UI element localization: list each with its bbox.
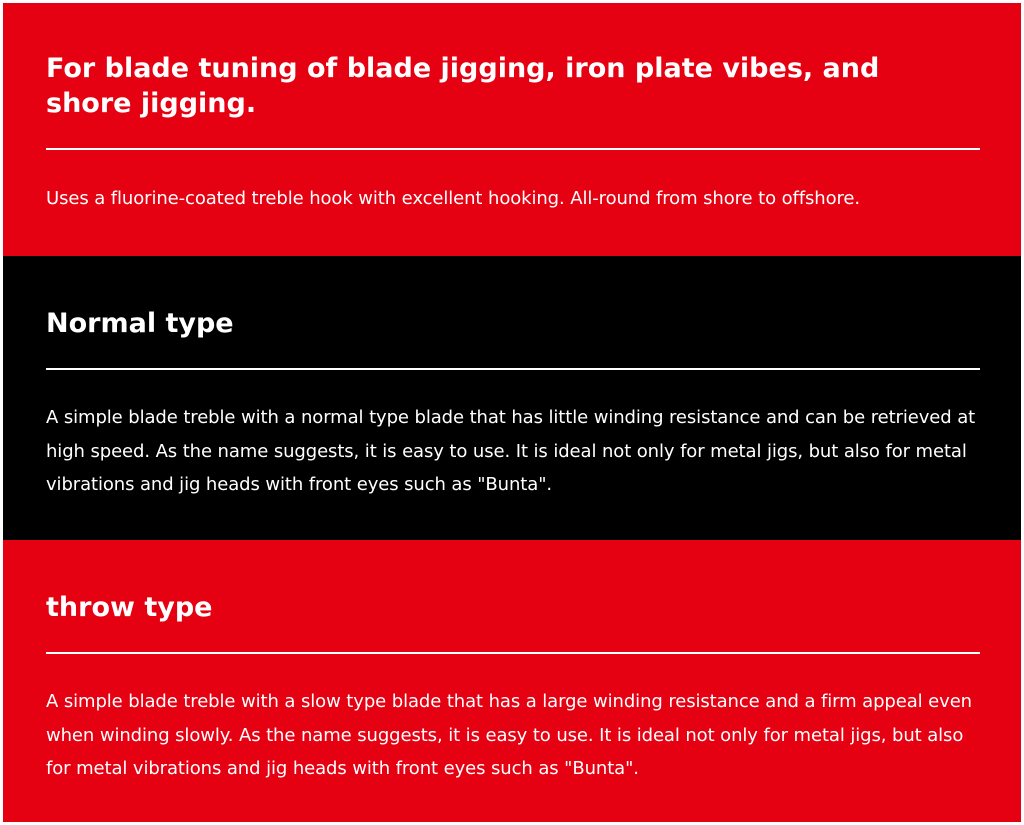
normal-type-section bbox=[3, 256, 1021, 540]
intro-title: For blade tuning of blade jigging, iron plate vibes, and shore jigging. bbox=[46, 53, 880, 119]
content-frame bbox=[3, 3, 1021, 822]
intro-section bbox=[3, 3, 1021, 256]
normal-type-description: A simple blade treble with a normal type blade that has little winding resistance and can be retrieved at high speed. As the name suggests, it is easy to use. It is ideal not only for metal jigs, but also for metal vibrations and jig heads with front eyes such as "Bunta". bbox=[46, 407, 976, 495]
intro-description: Uses a fluorine-coated treble hook with excellent hooking. All-round from shore to offshore. bbox=[46, 188, 861, 209]
intro-divider bbox=[46, 148, 980, 150]
throw-type-title: throw type bbox=[46, 592, 213, 623]
throw-type-description: A simple blade treble with a slow type blade that has a large winding resistance and a firm appeal even when winding slowly. As the name suggests, it is easy to use. It is ideal not only for metal jigs, but also for metal vibrations and jig heads with front eyes such as "Bunta". bbox=[46, 691, 972, 779]
throw-type-divider bbox=[46, 652, 980, 654]
throw-type-section bbox=[3, 540, 1021, 822]
normal-type-divider bbox=[46, 368, 980, 370]
normal-type-title: Normal type bbox=[46, 308, 234, 339]
